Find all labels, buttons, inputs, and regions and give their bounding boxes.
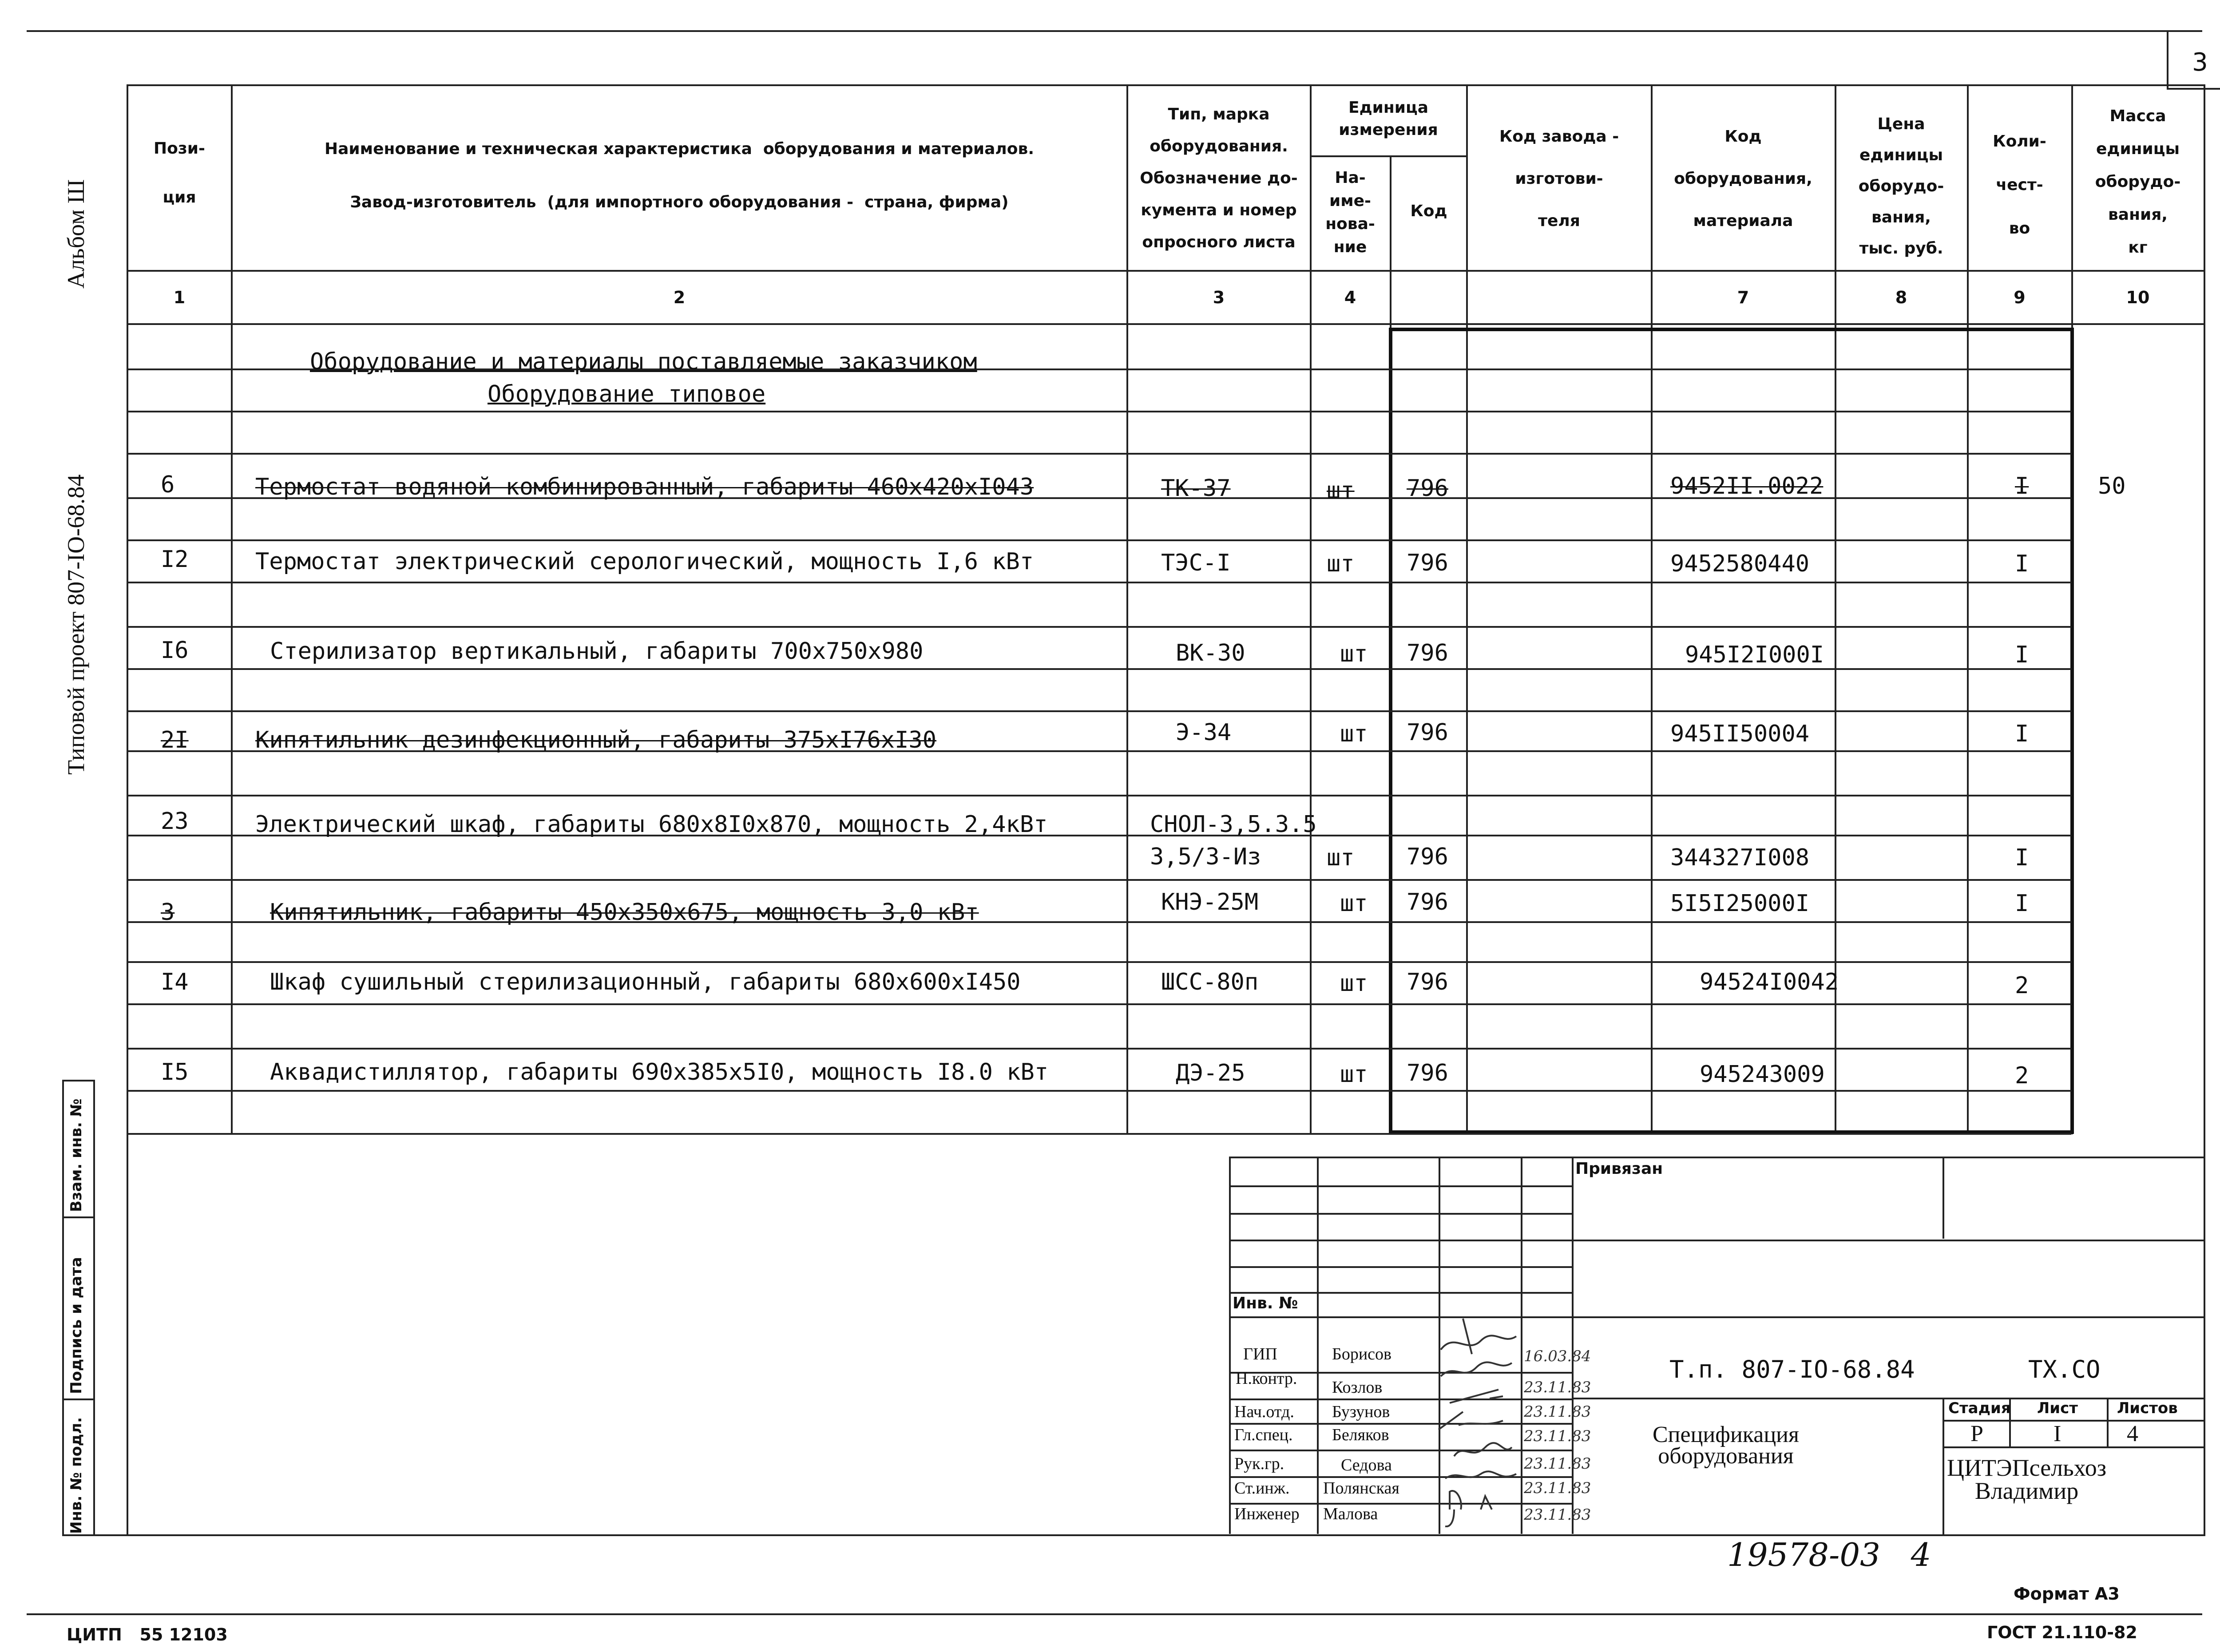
row-equip-code: 945I2I000I xyxy=(1685,642,1824,668)
col-num-2: 2 xyxy=(673,288,686,307)
inv-no-label: Инв. № xyxy=(1233,1294,1298,1312)
date-rukgr: 23.11.83 xyxy=(1524,1455,1591,1473)
row-line xyxy=(127,453,2071,455)
sheet-value: I xyxy=(2054,1421,2061,1446)
gost-label: ГОСТ 21.110-82 xyxy=(1987,1623,2137,1642)
row-type: ВК-30 xyxy=(1176,640,1245,666)
tb-grid-line xyxy=(1572,1398,2204,1399)
col-num-7: 7 xyxy=(1737,288,1749,307)
handwritten-number: 19578-03 4 xyxy=(1727,1536,1931,1573)
row-equip-code: 945243009 xyxy=(1700,1061,1825,1088)
frame-left xyxy=(127,84,128,1536)
row-name: Стерилизатор вертикальный, габариты 700х750х980 xyxy=(270,638,924,665)
row-type: СНОЛ-3,5.3.5 xyxy=(1150,811,1317,838)
row-qty: I xyxy=(2015,721,2029,747)
role-nkontr: Н.контр. xyxy=(1236,1369,1297,1388)
row-unit: шт xyxy=(1327,477,1355,504)
date-gip: 16.03.84 xyxy=(1524,1347,1591,1365)
row-position: I4 xyxy=(161,969,189,995)
tb-stage-left xyxy=(1942,1398,1944,1534)
row-unit: шт xyxy=(1340,641,1368,667)
tb-top xyxy=(1229,1157,2204,1158)
date-nachotd: 23.11.83 xyxy=(1524,1403,1591,1421)
stage-value: Р xyxy=(1970,1421,1983,1446)
date-glspec: 23.11.83 xyxy=(1524,1427,1591,1445)
org-name: ЦИТЭПсельхоз Владимир xyxy=(1947,1454,2107,1504)
col-num-1: 1 xyxy=(173,288,186,307)
tb-grid-line xyxy=(1229,1266,1573,1268)
row-line xyxy=(127,1090,2071,1092)
row-qty: I xyxy=(2015,551,2029,577)
bottom-border-line xyxy=(27,1613,2202,1615)
row-line xyxy=(127,582,2071,583)
doc-mark: ТХ.СО xyxy=(2028,1355,2101,1383)
row-line xyxy=(127,411,2071,412)
row-unit: шт xyxy=(1327,551,1355,577)
doc-title: Спецификация оборудования xyxy=(1653,1422,1799,1469)
row-code: 796 xyxy=(1407,1060,1448,1086)
frame-top xyxy=(127,84,2204,86)
sheet-label: Лист xyxy=(2037,1399,2078,1417)
row-position: I5 xyxy=(161,1059,189,1085)
header-position: Пози- ция xyxy=(154,139,205,206)
role-gip: ГИП xyxy=(1243,1345,1277,1363)
row-name: Термостат электрический серологический, мощность I,6 кВт xyxy=(255,548,1034,575)
tb-stage-sep2 xyxy=(2107,1398,2109,1446)
header-name-line2: Завод-изготовитель (для импортного оборудования - страна, фирма) xyxy=(350,193,1009,211)
row-position: 3 xyxy=(161,899,175,926)
row-unit: шт xyxy=(1340,1061,1368,1088)
row-line xyxy=(127,795,2071,796)
row-type: ДЭ-25 xyxy=(1176,1060,1245,1086)
tb-grid-line xyxy=(1229,1240,2204,1241)
row-line xyxy=(127,1048,2071,1050)
doc-code: Т.п. 807-IO-68.84 xyxy=(1669,1355,1915,1383)
header-plant-code: Код завода - изготови- теля xyxy=(1499,127,1619,230)
stamp-label-inv: Инв. № подл. xyxy=(67,1417,85,1534)
header-mass: Масса единицы оборудо- вания, кг xyxy=(2095,107,2181,257)
col-line-2 xyxy=(231,84,233,1134)
role-nachotd: Нач.отд. xyxy=(1234,1402,1294,1421)
row-qty: I xyxy=(2015,642,2029,668)
header-qty: Коли- чест- во xyxy=(1993,132,2046,238)
row-equip-code: 5I5I25000I xyxy=(1670,890,1810,917)
date-nkontr: 23.11.83 xyxy=(1524,1379,1591,1396)
row-name: Электрический шкаф, габариты 680х8I0х870, мощность 2,4кВт xyxy=(255,811,1048,838)
row-type: ТК-37 xyxy=(1161,475,1231,502)
header-unit-name: На- име- нова- ние xyxy=(1325,169,1375,256)
name-polyanskaya: Полянская xyxy=(1323,1479,1399,1497)
row-code: 796 xyxy=(1407,475,1448,502)
footer-left: ЦИТП 55 12103 xyxy=(67,1625,228,1644)
stamp-inner-line xyxy=(93,1080,95,1536)
row-equip-code: 9452II.0022 xyxy=(1670,473,1824,499)
header-unit: Единица измерения xyxy=(1339,99,1438,139)
stamp-top xyxy=(62,1080,95,1082)
numbers-bottom xyxy=(127,323,2204,325)
row-type: КНЭ-25М xyxy=(1161,889,1259,915)
row-equip-code: 945II50004 xyxy=(1670,721,1810,747)
stamp-sep-2 xyxy=(62,1398,95,1400)
date-stinzh: 23.11.83 xyxy=(1524,1479,1591,1497)
row-position: I2 xyxy=(161,546,189,573)
row-code: 796 xyxy=(1407,640,1448,666)
header-equip-code: Код оборудования, материала xyxy=(1674,127,1812,230)
row-unit: шт xyxy=(1340,890,1368,917)
row-type: Э-34 xyxy=(1176,719,1232,746)
sheets-label: Листов xyxy=(2117,1399,2178,1417)
row-unit: шт xyxy=(1340,970,1368,997)
stamp-label-podpis: Подпись и дата xyxy=(67,1257,85,1394)
stage-label: Стадия xyxy=(1948,1399,2011,1417)
tb-grid-line xyxy=(1229,1316,2204,1318)
album-label: Альбом Ш xyxy=(63,179,89,289)
row-type: ТЭС-I xyxy=(1161,550,1231,576)
page-number-box-bottom xyxy=(2167,88,2220,90)
name-kozlov: Козлов xyxy=(1332,1378,1383,1397)
name-borisov: Борисов xyxy=(1332,1345,1391,1363)
stamp-outer-left xyxy=(62,1080,64,1536)
header-bottom xyxy=(127,270,2204,272)
format-label: Формат А3 xyxy=(2014,1584,2120,1604)
row-line xyxy=(127,1133,2071,1135)
row-type: ШСС-80п xyxy=(1161,969,1259,995)
row-type: 3,5/3-Из xyxy=(1150,844,1261,870)
row-line xyxy=(127,626,2071,628)
row-code: 796 xyxy=(1407,889,1448,915)
col-num-8: 8 xyxy=(1895,288,1907,307)
stamp-sep-1 xyxy=(62,1216,95,1218)
row-name: Термостат водяной комбинированный, габариты 460х420хI043 xyxy=(255,474,1034,500)
stamp-label-vzam: Взам. инв. № xyxy=(67,1098,85,1212)
header-price: Цена единицы оборудо- вания, тыс. руб. xyxy=(1858,115,1944,258)
row-position: I6 xyxy=(161,637,189,664)
row-qty: I xyxy=(2015,890,2029,917)
frame-right xyxy=(2204,84,2205,1536)
unit-header-sep xyxy=(1310,155,1467,157)
row-line xyxy=(127,961,2071,963)
row-name: Кипятильник, габариты 450х350х675, мощность 3,0 кВт xyxy=(270,899,979,926)
row-equip-code: 94524I0042 xyxy=(1700,969,1839,995)
row-name: Шкаф сушильный стерилизационный, габариты 680х600хI450 xyxy=(270,969,1021,995)
col-num-3: 3 xyxy=(1213,288,1225,307)
tb-grid-line xyxy=(1229,1185,1573,1187)
row-qty: I xyxy=(2015,473,2029,499)
row-mass: 50 xyxy=(2098,473,2126,499)
thick-left xyxy=(1389,328,1392,1133)
header-unit-code: Код xyxy=(1410,202,1447,220)
row-qty: 2 xyxy=(2015,1062,2029,1089)
sheets-value: 4 xyxy=(2127,1421,2138,1446)
role-glspec: Гл.спец. xyxy=(1234,1426,1293,1444)
row-qty: I xyxy=(2015,844,2029,871)
tb-grid-line xyxy=(1229,1292,1573,1294)
row-line xyxy=(127,539,2071,541)
header-name-line1: Наименование и техническая характеристика оборудования и материалов. xyxy=(325,140,1034,158)
row-qty: 2 xyxy=(2015,972,2029,999)
tb-grid-line xyxy=(1229,1213,1573,1215)
thick-top xyxy=(1389,328,2074,331)
row-line xyxy=(127,710,2071,712)
row-code: 796 xyxy=(1407,719,1448,746)
row-line xyxy=(127,1003,2071,1005)
row-unit: шт xyxy=(1327,844,1355,871)
project-label: Типовой проект 807-IO-68.84 xyxy=(63,474,89,775)
row-name: Кипятильник дезинфекционный, габариты 375хI76хI30 xyxy=(255,727,937,753)
privyazan-label: Привязан xyxy=(1575,1160,1663,1178)
name-belyakov: Беляков xyxy=(1332,1426,1389,1444)
row-equip-code: 9452580440 xyxy=(1670,551,1810,577)
header-type: Тип, марка оборудования. Обозначение до- кумента и номер опросного листа xyxy=(1140,105,1298,251)
row-name: Аквадистиллятор, габариты 690х385х5I0, мощность I8.0 кВт xyxy=(270,1059,1049,1085)
role-stinzh: Ст.инж. xyxy=(1234,1479,1290,1497)
page-number: 3 xyxy=(2192,48,2208,77)
col-num-10: 10 xyxy=(2126,288,2150,307)
row-code: 796 xyxy=(1407,550,1448,576)
row-equip-code: 344327I008 xyxy=(1670,844,1810,871)
row-position: 2I xyxy=(161,727,189,753)
role-inzhener: Инженер xyxy=(1234,1505,1300,1523)
name-sedova: Седова xyxy=(1341,1456,1392,1474)
signatures-image xyxy=(1436,1314,1525,1527)
row-line xyxy=(127,879,2071,881)
col-num-4: 4 xyxy=(1344,288,1356,307)
thick-right xyxy=(2070,328,2074,1133)
date-inzhener: 23.11.83 xyxy=(1524,1506,1591,1524)
row-position: 23 xyxy=(161,808,189,835)
row-position: 6 xyxy=(161,471,175,498)
role-rukgr: Рук.гр. xyxy=(1234,1454,1284,1473)
tb-stage-line xyxy=(1942,1446,2204,1448)
col-num-9: 9 xyxy=(2014,288,2026,307)
tb-privyazan-right xyxy=(1942,1157,1944,1239)
section-title-supplied: Оборудование и материалы поставляемые заказчиком xyxy=(310,349,977,375)
row-code: 796 xyxy=(1407,969,1448,995)
section-title-typical: Оборудование типовое xyxy=(488,381,766,408)
row-code: 796 xyxy=(1407,844,1448,870)
top-border-line xyxy=(27,30,2202,32)
name-malova: Малова xyxy=(1323,1505,1378,1523)
name-buzunov: Бузунов xyxy=(1332,1402,1390,1421)
row-unit: шт xyxy=(1340,721,1368,747)
